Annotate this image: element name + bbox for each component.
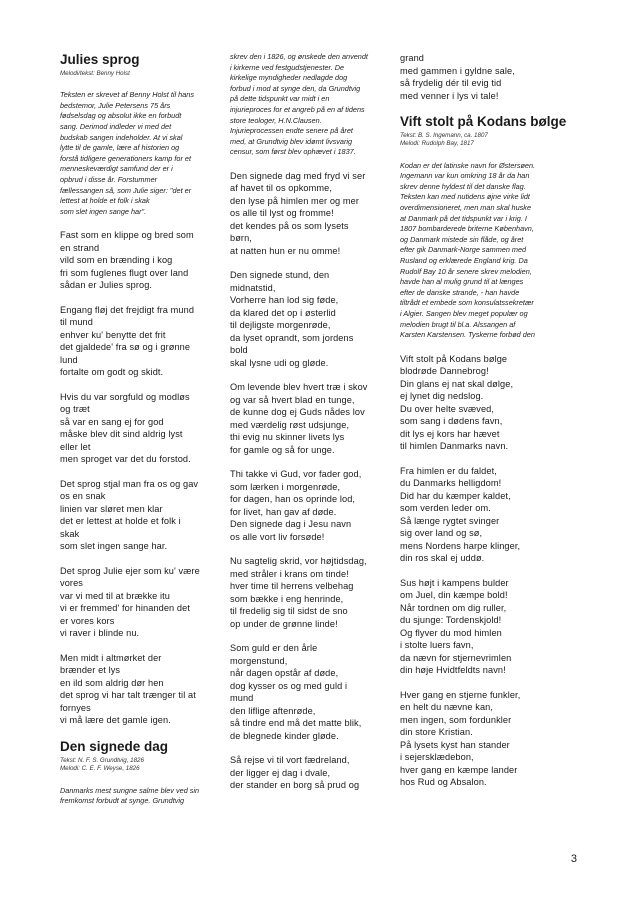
verse bbox=[230, 170, 390, 258]
verse-line: fri som fuglenes flugt over land bbox=[60, 267, 189, 278]
verse-line: med venner i lys vi tale! bbox=[400, 90, 499, 101]
intro-line: i kirkerne ved festgudstjenester. De bbox=[230, 62, 345, 72]
intro-line: Rusland og erklærede England krig. Da bbox=[400, 255, 528, 265]
verse-line: børn, bbox=[230, 233, 252, 244]
intro-line: havde han al mulig grund til at længes bbox=[400, 277, 524, 287]
intro-line: 1807 bombarderede briterne København, bbox=[400, 224, 534, 234]
verse-line: du sjunge: Tordenskjold! bbox=[400, 615, 502, 626]
verse-line: mens Nordens harpe klinger, bbox=[400, 540, 521, 551]
verse-line: da lyset oprandt, som jordens bbox=[230, 332, 354, 343]
verse-line: vi raver i blinde nu. bbox=[60, 628, 140, 639]
song-credits bbox=[60, 757, 220, 774]
verse-line: at natten hun er nu omme! bbox=[230, 245, 341, 256]
column-right bbox=[400, 52, 575, 801]
verse-line: Men midt i altmørket der bbox=[60, 652, 162, 663]
verse-line: når dagen opstår af døde, bbox=[230, 668, 339, 679]
intro-line: Teksten er skrevet af Benny Holst til hans bbox=[60, 90, 194, 100]
verse-line: mund bbox=[230, 693, 254, 704]
verse bbox=[60, 478, 220, 553]
verse-line: som bække i eng henrinde, bbox=[230, 593, 344, 604]
verse bbox=[400, 577, 575, 677]
verse bbox=[230, 468, 390, 543]
verse-line: Fra himlen er du faldet, bbox=[400, 465, 497, 476]
song-intro bbox=[400, 161, 575, 341]
verse-line: bold bbox=[230, 345, 248, 356]
verse-line: men sproget var det du forstod. bbox=[60, 454, 191, 465]
verse-line: din høje Hvidtfeldts navn! bbox=[400, 665, 506, 676]
verse-line: din ros skal ej uddø. bbox=[400, 553, 485, 564]
song-title: Julies sprog bbox=[60, 52, 140, 67]
verse-line: Din glans ej nat skal dølge, bbox=[400, 378, 514, 389]
intro-line: i Algier. Sangen blev meget populær og bbox=[400, 308, 528, 318]
intro-line: Injurieprocessen endte senere på året bbox=[230, 126, 353, 136]
verse-line: så frydelig dér til evig tid bbox=[400, 78, 502, 88]
intro-line: overdimensioneret, men man skal huske bbox=[400, 202, 532, 212]
intro-line: Karsten Karstensen. Tyskerne forbød den bbox=[400, 330, 535, 340]
song-title: Vift stolt på Kodans bølge bbox=[400, 114, 567, 129]
song-intro bbox=[60, 90, 220, 217]
verse-line: en strand bbox=[60, 242, 100, 253]
verse-line: sådan er Julies sprog. bbox=[60, 280, 153, 291]
verse-line: Sus højt i kampens bulder bbox=[400, 577, 509, 588]
verse-line: du Danmarks helligdom! bbox=[400, 478, 502, 489]
verse-line: lund bbox=[60, 354, 78, 365]
verse-line: ej lynet dig nedslog. bbox=[400, 391, 484, 402]
intro-line: efter gik Danmark-Norge sammen med bbox=[400, 245, 527, 255]
credit-line: Melodi: Rudolph Bay, 1817 bbox=[400, 140, 474, 148]
intro-line: fødselsdag og absolut ikke en forbudt bbox=[60, 111, 182, 121]
verse-line: er vores kors bbox=[60, 615, 115, 626]
verse-line: dog kysser os og med guld i bbox=[230, 680, 348, 691]
verse-line: det er lettest at holde et folk i bbox=[60, 516, 181, 527]
verse-line: Du over helte svæved, bbox=[400, 403, 495, 414]
intro-line: bedstemor, Julie Petersens 75 års bbox=[60, 100, 171, 110]
intro-line: på dette tidspunkt var midt i en bbox=[230, 94, 330, 104]
verse-line: der stander en borg så prud og bbox=[230, 780, 360, 791]
verse-line: da klared det op i østerlid bbox=[230, 307, 336, 318]
intro-line: Kodan er det latinske navn for Østersøen. bbox=[400, 160, 536, 170]
intro-line: lytte til de gamle, lære af historien og bbox=[60, 143, 180, 153]
verse bbox=[400, 465, 575, 565]
verse bbox=[60, 391, 220, 466]
verse-line: var vi med til at brække itu bbox=[60, 590, 171, 601]
intro-line: budskab sangen indeholder. At vi skal bbox=[60, 132, 183, 142]
verse-line: os alle vort liv forsøde! bbox=[230, 531, 325, 542]
verse-line: Den signede dag med fryd vi ser bbox=[230, 170, 366, 181]
verse bbox=[400, 353, 575, 453]
verse bbox=[60, 229, 220, 292]
verse-line: så var en sang ej for god bbox=[60, 416, 164, 427]
verse-line: op under de grønne linde! bbox=[230, 618, 338, 629]
column-left bbox=[60, 52, 220, 819]
verse-line: thi evig nu skinner livets lys bbox=[230, 432, 345, 443]
song-title: Den signede dag bbox=[60, 738, 169, 754]
verse bbox=[60, 565, 220, 640]
verse-line: de kunne dog ej Guds nådes lov bbox=[230, 407, 365, 418]
verse-line: i sejersklædebon, bbox=[400, 752, 474, 763]
verse-line: som lærken i morgenrøde, bbox=[230, 481, 341, 492]
intro-line: at Danmark på det tidspunkt var i krig. I bbox=[400, 213, 527, 223]
song-intro bbox=[60, 786, 220, 807]
verse bbox=[400, 52, 575, 102]
verse-line: dit lys ej kors har hævet bbox=[400, 428, 500, 439]
intro-line: Teksten kan med nutidens øjne virke lidt bbox=[400, 192, 530, 202]
verse-line: vi er fremmed' for hinanden det bbox=[60, 603, 190, 614]
verse-line: Hver gang en stjerne funkler, bbox=[400, 689, 521, 700]
verse-line: det gjaldede' fra sø og i grønne bbox=[60, 342, 191, 353]
verse bbox=[230, 642, 390, 742]
verse-line: Så rejse vi til vort fædreland, bbox=[230, 755, 350, 766]
verse-line: så tindre end må det matte blik, bbox=[230, 718, 362, 729]
column-middle bbox=[230, 52, 390, 804]
verse-line: brænder et lys bbox=[60, 665, 121, 676]
verse-line: Hvis du var sorgfuld og modløs bbox=[60, 391, 190, 402]
intro-line: Ingemann var kun omkring 18 år da han bbox=[400, 171, 530, 181]
intro-line: store teologer, H.N.Clausen. bbox=[230, 115, 322, 125]
verse-line: Vift stolt på Kodans bølge bbox=[400, 353, 508, 364]
verse-line: til dejligste morgenrøde, bbox=[230, 320, 331, 331]
intro-line: som slet ingen sange har". bbox=[60, 206, 147, 216]
intro-line: Rudolf Bay 10 år senere skrev melodien, bbox=[400, 266, 532, 276]
intro-line: censur, som først blev ophævet i 1837. bbox=[230, 147, 356, 157]
intro-line: fællessangen så, som Julie siger: "det er bbox=[60, 185, 192, 195]
verse-line: om Juel, din kæmpe bold! bbox=[400, 590, 508, 601]
intro-line: efter de danske strande, - han havde bbox=[400, 287, 520, 297]
intro-line: tiltrådt et embede som konsulatssekretær bbox=[400, 298, 534, 308]
verse-line: morgenstund, bbox=[230, 655, 288, 666]
intro-line: opbrud i disse år. Forstummer bbox=[60, 175, 158, 185]
song-credits bbox=[60, 70, 220, 78]
verse-line: til mund bbox=[60, 317, 93, 328]
verse-line: som slet ingen sange har. bbox=[60, 541, 168, 552]
verse-line: de blegnede kinder gløde. bbox=[230, 730, 339, 741]
verse-line: og var så hvert blad en tunge, bbox=[230, 394, 355, 405]
verse bbox=[230, 381, 390, 456]
intro-line: injurieproces for et angreb på en af tidens bbox=[230, 104, 365, 114]
intro-line: og Danmark mistede sin flåde, og året bbox=[400, 234, 524, 244]
verse-line: der ligger ej dag i dvale, bbox=[230, 767, 331, 778]
verse-line: for gamle og så for unge. bbox=[230, 444, 335, 455]
intro-line: menneskeværdigt samfund der er i bbox=[60, 164, 173, 174]
song-credits bbox=[400, 132, 575, 149]
intro-line: forbud i mod at synge den, da Grundtvig bbox=[230, 83, 361, 93]
intro-line: Danmarks mest sungne salme blev ved sin bbox=[60, 785, 200, 795]
credit-line: Tekst: B. S. Ingemann, ca. 1807 bbox=[400, 132, 488, 139]
verse-line: vild som en brænding i kog bbox=[60, 255, 173, 266]
verse-line: vores bbox=[60, 578, 83, 589]
verse-line: Nu sagtelig skrid, vor højtidsdag, bbox=[230, 556, 367, 567]
credit-line: Melodi: C. E. F. Weyse, 1826 bbox=[60, 765, 140, 773]
verse-line: hver gang en kæmpe lander bbox=[400, 764, 518, 775]
verse-line: blodrøde Dannebrog! bbox=[400, 366, 489, 377]
verse-line: eller let bbox=[60, 441, 91, 452]
verse-line: en helt du nævne kan, bbox=[400, 702, 494, 713]
intro-line: kirkelige myndigheder nedlagde dog bbox=[230, 73, 348, 83]
verse-line: skal lysne udi og gløde. bbox=[230, 357, 329, 368]
verse-line: fortalte om godt og skidt. bbox=[60, 367, 164, 378]
page-number: 3 bbox=[570, 853, 577, 865]
intro-line: melodien brugt til bl.a. Alssangen af bbox=[400, 319, 516, 329]
verse-line: med stråler i krans om tinde! bbox=[230, 568, 349, 579]
verse-line: i stolte luers favn, bbox=[400, 640, 474, 651]
verse-line: enhver ku' benytte det frit bbox=[60, 329, 166, 340]
verse-line: Som guld er den årle bbox=[230, 643, 318, 654]
verse-line: Og flyver du mod himlen bbox=[400, 627, 502, 638]
intro-line: fremkomst forbudt at synge. Grundtvig bbox=[60, 796, 185, 806]
verse-line: os en snak bbox=[60, 491, 106, 502]
verse-line: men ingen, som fordunkler bbox=[400, 714, 512, 725]
verse-line: sig over land og sø, bbox=[400, 528, 483, 539]
intro-line: lettest at holde et folk i skak bbox=[60, 196, 150, 206]
verse bbox=[230, 754, 390, 792]
verse-line: skak bbox=[60, 528, 80, 539]
verse-line: til himlen Danmarks navn. bbox=[400, 441, 509, 452]
verse-line: da nævn for stjernevrimlen bbox=[400, 652, 512, 663]
song-intro bbox=[230, 52, 390, 158]
verse-line: Engang fløj det frejdigt fra mund bbox=[60, 304, 195, 315]
verse-line: Så længe rygtet svinger bbox=[400, 515, 500, 526]
verse-line: os alle til lyst og fromme! bbox=[230, 208, 334, 219]
verse-line: som verden leder om. bbox=[400, 503, 491, 514]
verse-line: Når tordnen om dig ruller, bbox=[400, 602, 507, 613]
verse-line: det kendes på os som lysets bbox=[230, 220, 349, 231]
verse-line: Det sprog Julie ejer som ku' være bbox=[60, 565, 200, 576]
verse bbox=[230, 555, 390, 630]
verse-line: midnatstid, bbox=[230, 282, 276, 293]
verse-line: Den signede dag i Jesu navn bbox=[230, 519, 352, 530]
verse-line: din store Kristian. bbox=[400, 727, 473, 738]
verse-line: til fredelig sig til sidst de sno bbox=[230, 606, 348, 617]
verse-line: for dagen, han os oprinde lod, bbox=[230, 494, 356, 505]
verse-line: fornyes bbox=[60, 702, 91, 713]
verse-line: af havet til os opkomme, bbox=[230, 183, 332, 194]
credit-line: Tekst: N. F. S. Grundtvig, 1826 bbox=[60, 756, 144, 764]
intro-line: skrev denne hyldest til det danske flag. bbox=[400, 181, 526, 191]
verse-line: Vorherre han lod sig føde, bbox=[230, 295, 339, 306]
verse-line: Den signede stund, den bbox=[230, 270, 330, 281]
verse-line: Fast som en klippe og bred som bbox=[60, 230, 194, 241]
verse-line: den lyse på himlen mer og mer bbox=[230, 195, 360, 206]
verse-line: for livet, han gav af døde. bbox=[230, 506, 337, 517]
verse bbox=[60, 652, 220, 727]
verse bbox=[60, 304, 220, 379]
verse-line: den liflige aftenrøde, bbox=[230, 705, 316, 716]
verse bbox=[230, 269, 390, 369]
verse-line: Det sprog stjal man fra os og gav bbox=[60, 478, 199, 489]
verse-line: vi må lære det gamle igen. bbox=[60, 715, 171, 726]
verse-line: en ild som aldrig dør hen bbox=[60, 677, 164, 688]
verse-line: På lysets kyst han stander bbox=[400, 739, 510, 750]
verse-line: med værdelig røst udsjunge, bbox=[230, 419, 350, 430]
verse-line: hos Rud og Absalon. bbox=[400, 777, 487, 788]
verse-line: grand bbox=[400, 53, 424, 63]
intro-line: med, at Grundtvig blev idømt livsvarig bbox=[230, 136, 353, 146]
verse-line: det sprog vi har talt trænger til at bbox=[60, 690, 196, 701]
verse-line: med gammen i gyldne sale, bbox=[400, 65, 515, 76]
verse-line: Thi takke vi Gud, vor fader god, bbox=[230, 469, 362, 480]
intro-line: sang. Derimod indleder vi med det bbox=[60, 122, 172, 132]
verse-line: Did har du kæmper kaldet, bbox=[400, 490, 511, 501]
verse bbox=[400, 689, 575, 789]
verse-line: Om levende blev hvert træ i skov bbox=[230, 382, 368, 393]
verse-line: linien var sløret men klar bbox=[60, 503, 163, 514]
credit-line: Melodi/tekst: Benny Holst bbox=[60, 70, 130, 77]
verse-line: hver time til herrens velbehag bbox=[230, 581, 354, 592]
verse-line: og træt bbox=[60, 404, 90, 415]
verse-line: måske blev dit sind aldrig lyst bbox=[60, 429, 183, 440]
intro-line: skrev den i 1826, og ønskede den anvendt bbox=[230, 52, 368, 61]
verse-line: som sang i dødens favn, bbox=[400, 416, 503, 427]
intro-line: forstå tidligere generationers kamp for et bbox=[60, 153, 192, 163]
